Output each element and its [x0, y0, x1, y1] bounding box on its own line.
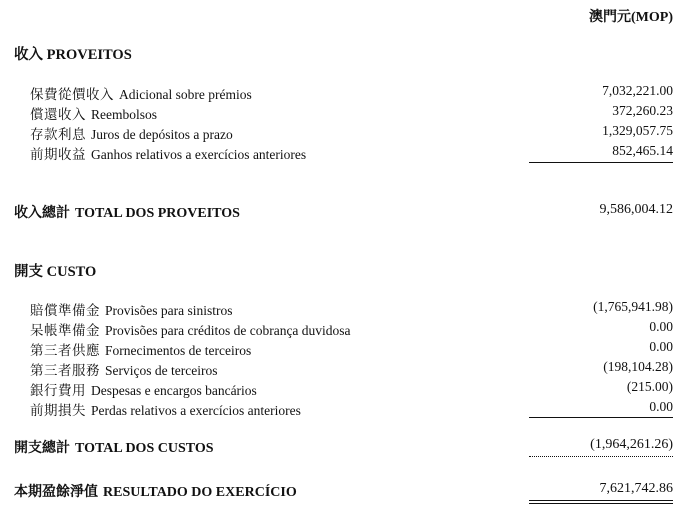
line-item-pt: Serviços de terceiros: [105, 363, 218, 378]
resultado-label-pt: RESULTADO DO EXERCÍCIO: [103, 485, 297, 500]
line-item-zh: 存款利息: [30, 127, 86, 142]
line-item-zh: 賠償準備金: [30, 303, 100, 318]
section-heading-zh: 收入: [14, 47, 43, 63]
line-item-pt: Provisões para sinistros: [105, 303, 233, 318]
line-item: [30, 103, 157, 123]
line-item: [30, 399, 301, 419]
line-item: [30, 359, 217, 379]
line-item-zh: 第三者服務: [30, 363, 100, 378]
line-item-zh: 償還收入: [30, 107, 86, 122]
section-heading-zh: 開支: [14, 264, 43, 280]
total-proveitos-amount: 9,586,004.12: [599, 202, 673, 217]
line-item-pt: Perdas relativos a exercícios anteriores: [91, 403, 301, 418]
resultado-amount: 7,621,742.86: [599, 481, 673, 496]
total-label-zh: 收入總計: [14, 206, 70, 221]
total-rule: [529, 456, 673, 457]
subtotal-rule: [529, 162, 673, 163]
total-label-pt: TOTAL DOS CUSTOS: [75, 441, 214, 456]
line-item: [30, 123, 233, 143]
total-custos-label: [14, 437, 214, 457]
line-item-pt: Adicional sobre prémios: [119, 87, 252, 102]
line-item-amount: 372,260.23: [612, 103, 673, 118]
resultado-label: [14, 481, 297, 501]
line-item-zh: 呆帳準備金: [30, 323, 100, 338]
total-proveitos-label: [14, 202, 240, 222]
subtotal-rule: [529, 417, 673, 418]
section-heading-custo: [14, 260, 96, 281]
line-item-zh: 第三者供應: [30, 343, 100, 358]
line-item-amount: 1,329,057.75: [602, 123, 673, 138]
line-item-zh: 前期收益: [30, 147, 86, 162]
line-item-amount: (198,104.28): [603, 359, 673, 374]
line-item-zh: 保費從價收入: [30, 87, 114, 102]
line-item-pt: Reembolsos: [91, 107, 157, 122]
line-item-pt: Despesas e encargos bancários: [91, 383, 257, 398]
line-item-amount: 7,032,221.00: [602, 83, 673, 98]
line-item: [30, 143, 306, 163]
line-item-amount: (215.00): [626, 379, 673, 394]
line-item-amount: 0.00: [649, 399, 673, 414]
line-item-pt: Juros de depósitos a prazo: [91, 127, 233, 142]
line-item-pt: Ganhos relativos a exercícios anteriores: [91, 147, 307, 162]
line-item-pt: Provisões para créditos de cobrança duvidosa: [105, 323, 351, 338]
line-item-amount: 0.00: [649, 319, 673, 334]
line-item-amount: 0.00: [649, 339, 673, 354]
resultado-label-zh: 本期盈餘淨值: [14, 485, 98, 500]
total-custos-amount: (1,964,261.26): [590, 437, 673, 452]
currency-header: 澳門元(MOP): [589, 10, 673, 25]
section-heading-proveitos: [14, 43, 132, 64]
line-item: [30, 319, 351, 339]
grand-total-double-rule: [529, 500, 673, 501]
total-label-pt: TOTAL DOS PROVEITOS: [75, 206, 240, 221]
line-item-zh: 銀行費用: [30, 383, 86, 398]
total-label-zh: 開支總計: [14, 441, 70, 456]
section-heading-pt: PROVEITOS: [46, 47, 132, 63]
line-item: [30, 83, 252, 103]
line-item: [30, 379, 257, 399]
line-item-zh: 前期損失: [30, 403, 86, 418]
line-item-pt: Fornecimentos de terceiros: [105, 343, 252, 358]
section-heading-pt: CUSTO: [46, 264, 97, 280]
line-item: [30, 299, 233, 319]
line-item-amount: (1,765,941.98): [593, 299, 673, 314]
line-item-amount: 852,465.14: [612, 143, 673, 158]
line-item: [30, 339, 251, 359]
